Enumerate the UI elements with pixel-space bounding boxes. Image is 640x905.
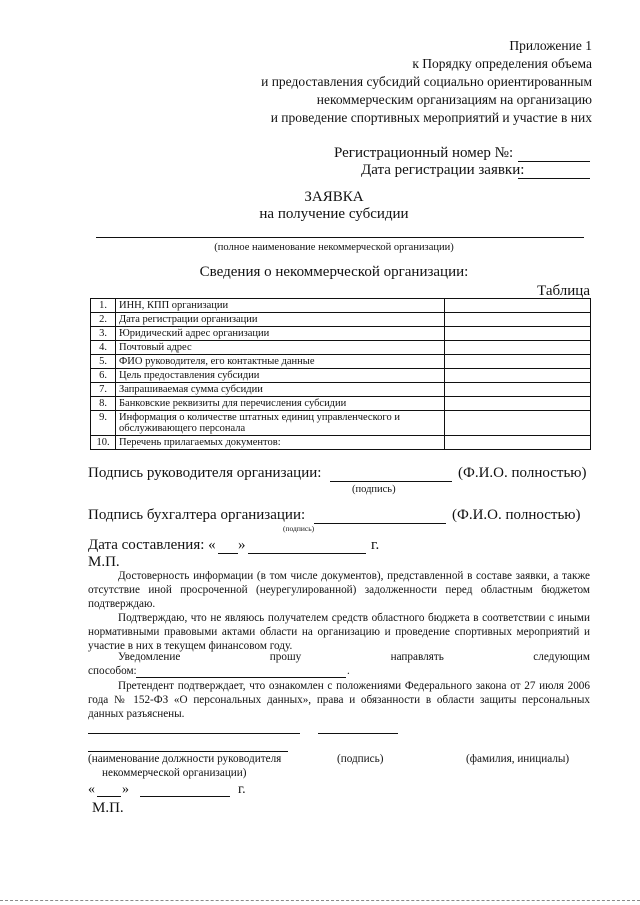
header-line-2: к Порядку определения объема <box>412 56 592 71</box>
seal-mark: М.П. <box>88 554 120 570</box>
scan-edge-divider <box>0 900 640 901</box>
row-name: Информация о количестве штатных единиц управленческого и обслуживающего персонала <box>116 411 445 436</box>
signature-caption: (подпись) <box>337 753 384 765</box>
notify-word: Уведомление <box>118 651 181 663</box>
compiled-close-quote: » <box>238 537 246 553</box>
compiled-date-label: Дата составления: « <box>88 537 216 553</box>
notify-word: направлять <box>390 651 444 663</box>
row-number: 2. <box>91 313 116 327</box>
header-line-4: некоммерческим организациям на организацию <box>316 92 592 107</box>
row-value-cell[interactable] <box>445 383 591 397</box>
header-line-5: и проведение спортивных мероприятий и участие в них <box>270 110 592 125</box>
row-value-cell[interactable] <box>445 436 591 450</box>
accountant-fio-label: (Ф.И.О. полностью) <box>452 507 581 523</box>
footer-year-suffix: г. <box>238 782 246 797</box>
notify-word: следующим <box>533 651 590 663</box>
row-number: 9. <box>91 411 116 436</box>
paragraph-confirmation: Подтверждаю, что не являюсь получателем средств областного бюджета в соответствии с иными нормативными правовыми актами области на организацию и проведение спортивных мероприятий и участие в них в текущем финансовом году. <box>88 612 590 653</box>
head-signature-caption: (подпись) <box>352 484 396 495</box>
footer-date-open-quote: « <box>88 782 95 797</box>
row-number: 4. <box>91 341 116 355</box>
header-line-3: и предоставления субсидий социально ориентированным <box>261 74 592 89</box>
row-name: Перечень прилагаемых документов: <box>116 436 445 450</box>
table-label: Таблица <box>537 283 590 299</box>
row-name: ФИО руководителя, его контактные данные <box>116 355 445 369</box>
row-name: ИНН, КПП организации <box>116 299 445 313</box>
table-row <box>91 355 591 369</box>
row-name: Юридический адрес организации <box>116 327 445 341</box>
registration-number-label: Регистрационный номер №: <box>334 145 514 161</box>
row-name: Запрашиваемая сумма субсидии <box>116 383 445 397</box>
position-caption-2: некоммерческой организации) <box>102 767 247 779</box>
table-row <box>91 327 591 341</box>
row-number: 3. <box>91 327 116 341</box>
head-signature-field[interactable] <box>330 481 452 482</box>
notify-way-label: способом: <box>88 665 137 677</box>
row-value-cell[interactable] <box>445 299 591 313</box>
header-line-1: Приложение 1 <box>509 38 592 53</box>
row-value-cell[interactable] <box>445 313 591 327</box>
footer-seal-mark: М.П. <box>92 800 124 816</box>
notify-way-field[interactable] <box>136 677 346 678</box>
row-number: 6. <box>91 369 116 383</box>
footer-month-field[interactable] <box>140 796 230 797</box>
table-row <box>91 383 591 397</box>
row-name: Банковские реквизиты для перечисления субсидии <box>116 397 445 411</box>
row-value-cell[interactable] <box>445 369 591 383</box>
registration-date-label: Дата регистрации заявки: <box>361 162 525 178</box>
head-signature-label: Подпись руководителя организации: <box>88 465 322 481</box>
compiled-day-field[interactable] <box>218 553 238 554</box>
row-value-cell[interactable] <box>445 341 591 355</box>
accountant-signature-caption: (подпись) <box>283 524 315 533</box>
signature-field-top[interactable] <box>318 733 398 734</box>
compiled-month-field[interactable] <box>248 553 366 554</box>
notify-line <box>88 651 590 663</box>
row-number: 1. <box>91 299 116 313</box>
accountant-signature-field[interactable] <box>314 523 446 524</box>
row-number: 5. <box>91 355 116 369</box>
info-table <box>90 298 591 450</box>
table-row <box>91 436 591 450</box>
row-name: Почтовый адрес <box>116 341 445 355</box>
row-number: 10. <box>91 436 116 450</box>
row-name: Цель предоставления субсидии <box>116 369 445 383</box>
table-row <box>91 299 591 313</box>
footer-date-close-quote: » <box>122 782 129 797</box>
row-name: Дата регистрации организации <box>116 313 445 327</box>
head-fio-label: (Ф.И.О. полностью) <box>458 465 587 481</box>
table-row <box>91 341 591 355</box>
org-name-field[interactable] <box>96 237 584 238</box>
footer-day-field[interactable] <box>97 796 121 797</box>
page-subtitle: на получение субсидии <box>259 206 409 222</box>
notify-word: прошу <box>269 651 302 663</box>
notify-end: . <box>347 665 350 677</box>
row-value-cell[interactable] <box>445 355 591 369</box>
row-value-cell[interactable] <box>445 411 591 436</box>
registration-number-field[interactable] <box>518 161 590 162</box>
table-row <box>91 411 591 436</box>
registration-date-field[interactable] <box>518 178 590 179</box>
position-field[interactable] <box>88 751 288 752</box>
compiled-year-suffix: г. <box>371 537 380 553</box>
row-number: 7. <box>91 383 116 397</box>
table-row <box>91 397 591 411</box>
table-row <box>91 369 591 383</box>
paragraph-personal-data: Претендент подтверждает, что ознакомлен с положениями Федерального закона от 27 июля 2006 года № 152-ФЗ «О персональных данных», права и обязанности в области защиты персональных данных разъяснены. <box>88 680 590 721</box>
table-row <box>91 313 591 327</box>
page-title: ЗАЯВКА <box>304 189 364 205</box>
section-title: Сведения о некоммерческой организации: <box>199 264 469 280</box>
row-number: 8. <box>91 397 116 411</box>
row-value-cell[interactable] <box>445 397 591 411</box>
org-name-caption: (полное наименование некоммерческой организации) <box>214 242 454 253</box>
position-caption-1: (наименование должности руководителя <box>88 753 282 765</box>
row-value-cell[interactable] <box>445 327 591 341</box>
position-field-top[interactable] <box>88 733 300 734</box>
accountant-signature-label: Подпись бухгалтера организации: <box>88 507 306 523</box>
name-caption: (фамилия, инициалы) <box>466 753 570 765</box>
paragraph-reliability: Достоверность информации (в том числе документов), представленной в составе заявки, а также отсутствие иной просроченной (неурегулированной) задолженности перед областным бюджетом подтверждаю. <box>88 570 590 611</box>
